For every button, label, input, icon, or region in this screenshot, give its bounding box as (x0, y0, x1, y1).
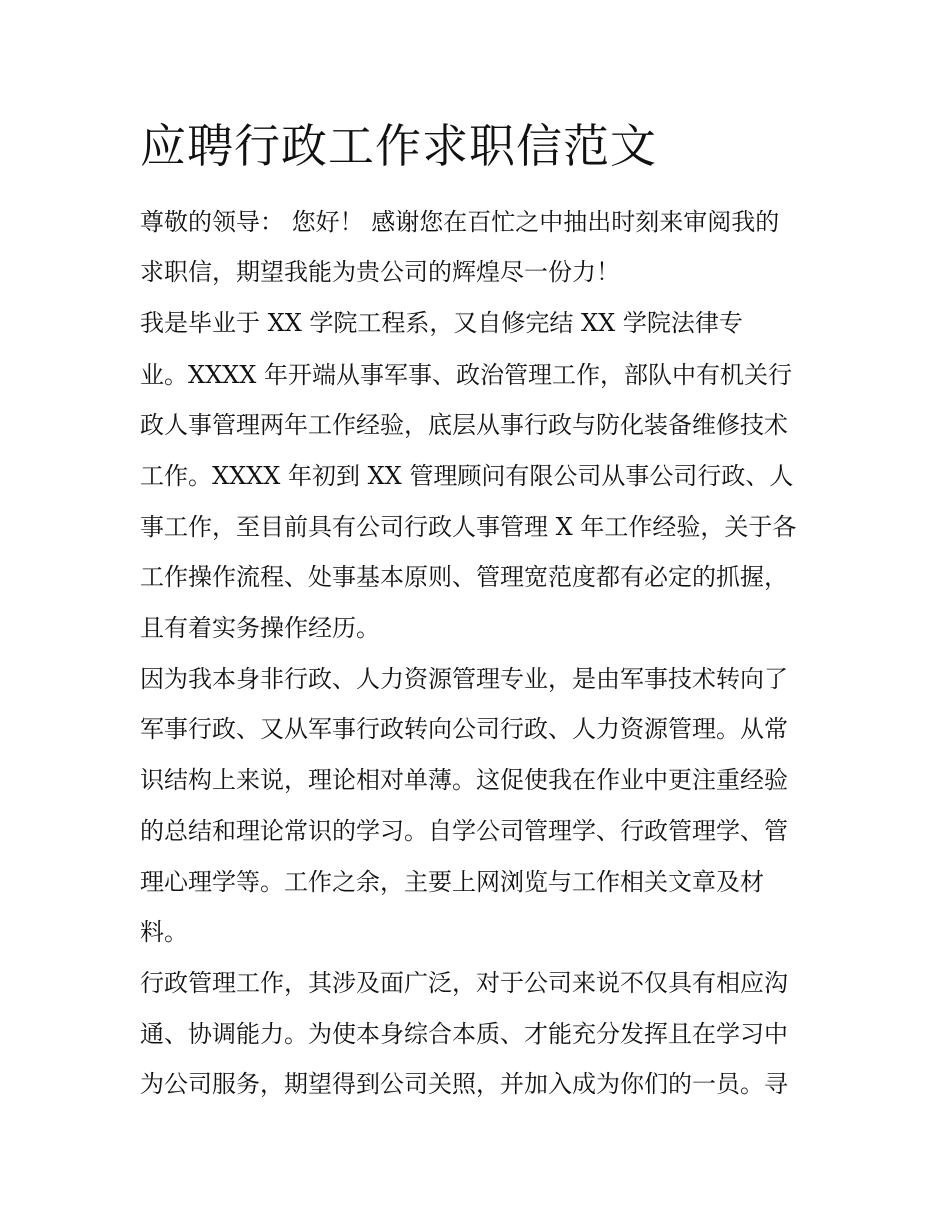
body-line: 通、协调能力。为使本身综合本质、才能充分发挥且在学习中 (140, 1020, 788, 1048)
body-line: 的总结和理论常识的学习。自学公司管理学、行政管理学、管 (140, 817, 788, 845)
body-line: 工作。XXXX 年初到 XX 管理顾问有限公司从事公司行政、人 (140, 462, 794, 490)
body-line: 尊敬的领导： 您好！ 感谢您在百忙之中抽出时刻来审阅我的 (140, 208, 780, 236)
body-line: 军事行政、又从军事行政转向公司行政、人力资源管理。从常 (140, 715, 788, 743)
document-title: 应聘行政工作求职信范文 (140, 119, 657, 173)
body-line: 业。XXXX 年开端从事军事、政治管理工作，部队中有机关行 (140, 361, 792, 389)
body-line: 行政管理工作，其涉及面广泛，对于公司来说不仅具有相应沟 (140, 969, 788, 997)
body-line: 求职信，期望我能为贵公司的辉煌尽一份力！ (140, 258, 620, 286)
body-line: 理心理学等。工作之余，主要上网浏览与工作相关文章及材 (140, 868, 764, 896)
body-line: 识结构上来说，理论相对单薄。这促使我在作业中更注重经验 (140, 766, 788, 794)
body-line: 政人事管理两年工作经验，底层从事行政与防化装备维修技术 (140, 411, 788, 439)
body-line: 为公司服务，期望得到公司关照，并加入成为你们的一员。寻 (140, 1070, 788, 1098)
body-line: 事工作，至目前具有公司行政人事管理 X 年工作经验，关于各 (140, 513, 797, 541)
body-line: 工作操作流程、处事基本原则、管理宽范度都有必定的抓握， (140, 563, 788, 591)
body-line: 料。 (140, 918, 188, 946)
body-line: 且有着实务操作经历。 (140, 614, 380, 642)
body-line: 我是毕业于 XX 学院工程系，又自修完结 XX 学院法律专 (140, 309, 743, 337)
body-line: 因为我本身非行政、人力资源管理专业，是由军事技术转向了 (140, 665, 788, 693)
